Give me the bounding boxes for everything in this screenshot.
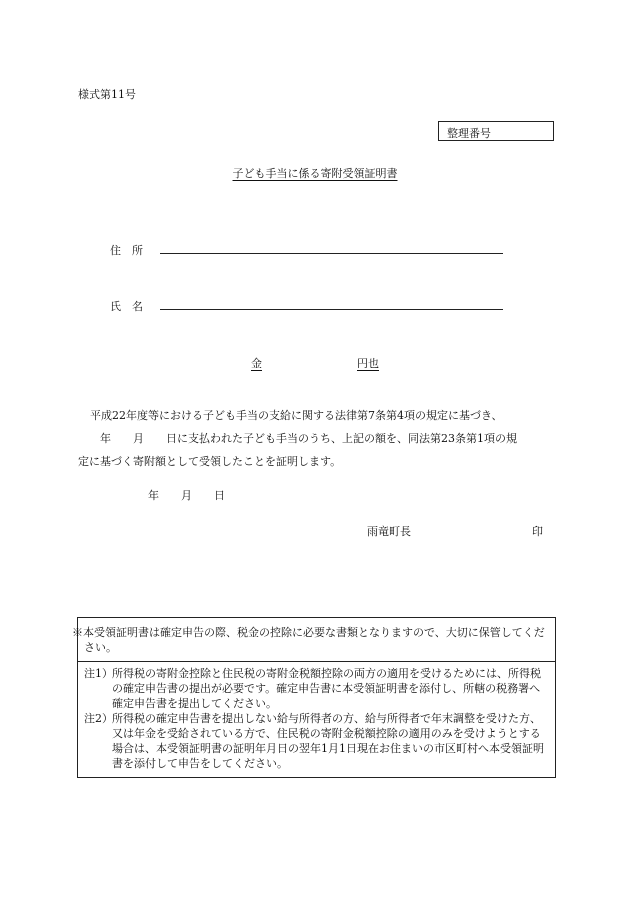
issue-date: 年 月 日 bbox=[148, 489, 225, 502]
note-item bbox=[84, 711, 549, 771]
note-item bbox=[84, 666, 549, 711]
address-label: 住 所 bbox=[110, 244, 143, 257]
certification-body bbox=[78, 404, 554, 473]
document-title-row bbox=[0, 165, 630, 181]
name-field[interactable] bbox=[160, 309, 503, 310]
body-line-2: 年 月 日に支払われた子ども手当のうち、上記の額を、同法第23条第1項の規 bbox=[100, 432, 517, 445]
notes-list bbox=[78, 662, 555, 777]
amount-row bbox=[0, 355, 630, 371]
document-title: 子ども手当に係る寄附受領証明書 bbox=[232, 167, 398, 180]
amount-prefix: 金 bbox=[251, 357, 262, 370]
note-label: 注2） bbox=[84, 712, 113, 725]
note-text: 所得税の寄附金控除と住民税の寄附金税額控除の両方の適用を受けるためには、所得税の確定申告書の提出が必要です。確定申告書に本受領証明書を添付し、所轄の税務署へ確定申告書を提出してください。 bbox=[112, 667, 541, 710]
amount-suffix: 円也 bbox=[357, 357, 379, 370]
amount-field[interactable] bbox=[251, 355, 379, 371]
signer-title: 雨竜町長 bbox=[367, 525, 411, 538]
note-text: 所得税の確定申告書を提出しない給与所得者の方、給与所得者で年末調整を受けた方、又は年金を受給されている方で、住民税の寄附金税額控除の適用のみを受けようとする場合は、本受領証明書の証明年月日の翌年1月1日現在お住まいの市区町村へ本受領証明書を添付して申告をしてください。 bbox=[112, 712, 544, 770]
note-label: 注1） bbox=[84, 667, 113, 680]
reference-number-label: 整理番号 bbox=[447, 127, 491, 140]
form-number: 様式第11号 bbox=[78, 88, 136, 101]
name-label: 氏 名 bbox=[110, 300, 143, 313]
notes-box bbox=[72, 617, 556, 778]
reference-number-box bbox=[438, 121, 554, 141]
seal-mark: 印 bbox=[532, 525, 543, 538]
body-line-3: 定に基づく寄附額として受領したことを証明します。 bbox=[78, 455, 342, 468]
caution-note: ※本受領証明書は確定申告の際、税金の控除に必要な書類となりますので、大切に保管してください。 bbox=[78, 618, 555, 662]
body-line-1: 平成22年度等における子ども手当の支給に関する法律第7条第4項の規定に基づき、 bbox=[90, 409, 503, 422]
address-field[interactable] bbox=[160, 253, 503, 254]
